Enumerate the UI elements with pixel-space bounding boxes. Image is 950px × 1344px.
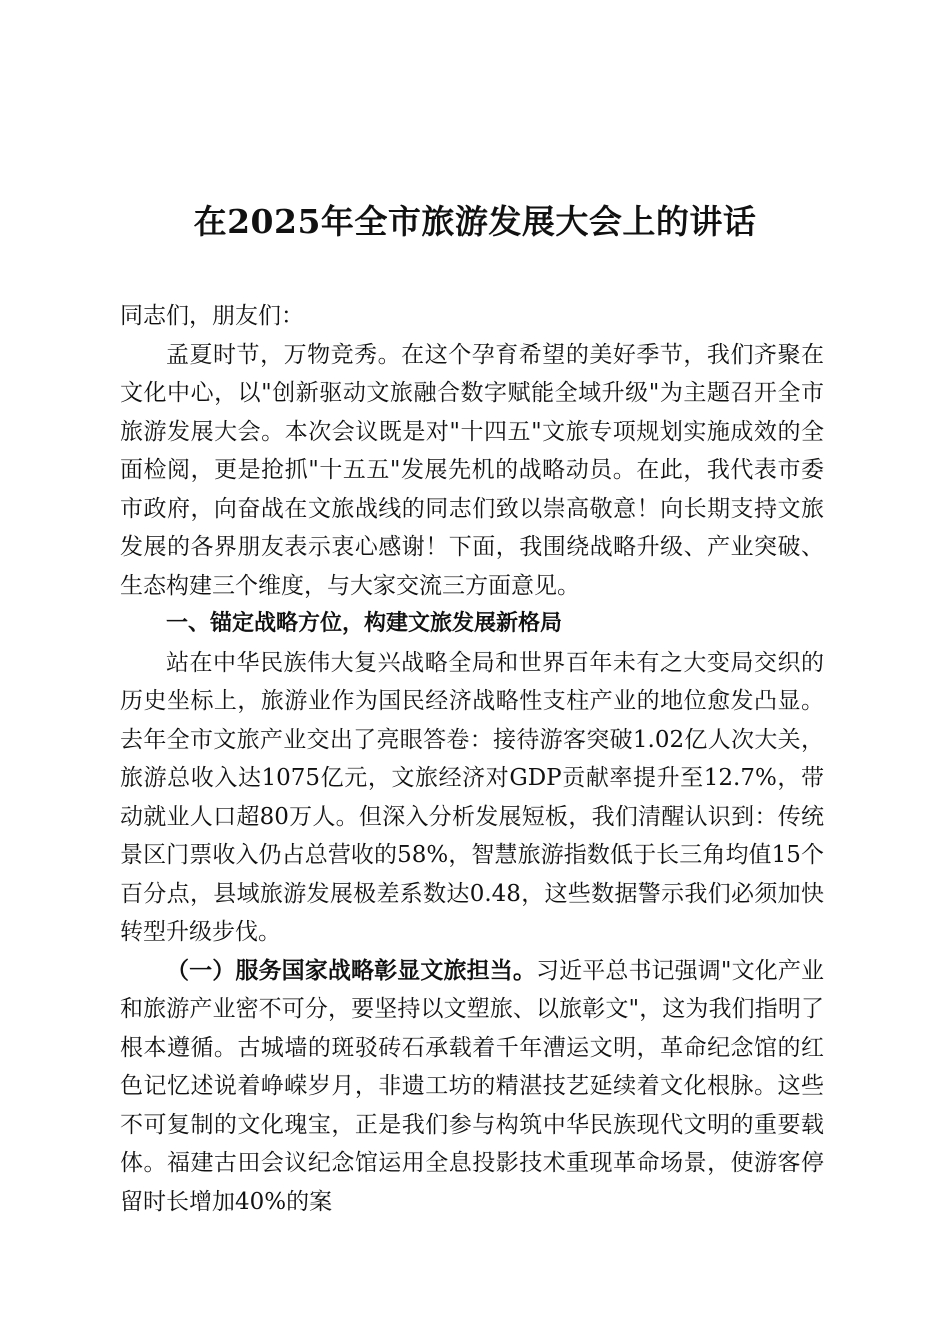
salutation: 同志们，朋友们：	[120, 303, 304, 329]
subsection-heading-1: （一）服务国家战略彰显文旅担当。	[166, 956, 536, 984]
section-1-paragraph: 站在中华民族伟大复兴战略全局和世界百年未有之大变局交织的历史坐标上，旅游业作为国民经济战略性支柱产业的地位愈发凸显。去年全市文旅产业交出了亮眼答卷：接待游客突破1.02亿人次大关，旅游总收入达1075亿元，文旅经济对GDP贡献率提升至12.7%，带动就业人口超80万人。但深入分析发展短板，我们清醒认识到：传统景区门票收入仍占总营收的58%，智慧旅游指数低于长三角均值15个百分点，县域旅游发展极差系数达0.48，这些数据警示我们必须加快转型升级步伐。	[120, 649, 824, 945]
document-body	[120, 297, 824, 1221]
document-title: 在2025年全市旅游发展大会上的讲话	[193, 202, 757, 241]
subsection-1-paragraph	[120, 952, 824, 1222]
subsection-1-text: 习近平总书记强调"文化产业和旅游产业密不可分，要坚持以文塑旅、以旅彰文"，这为我们指明了根本遵循。古城墙的斑驳砖石承载着千年漕运文明，革命纪念馆的红色记忆述说着峥嵘岁月，非遗工坊的精湛技艺延续着文化根脉。这些不可复制的文化瑰宝，正是我们参与构筑中华民族现代文明的重要载体。福建古田会议纪念馆运用全息投影技术重现革命场景，使游客停留时长增加40%的案	[120, 957, 824, 1215]
section-heading-1: 一、锚定战略方位，构建文旅发展新格局	[166, 611, 563, 636]
intro-paragraph: 孟夏时节，万物竞秀。在这个孕育希望的美好季节，我们齐聚在文化中心，以"创新驱动文旅融合数字赋能全域升级"为主题召开全市旅游发展大会。本次会议既是对"十四五"文旅专项规划实施成效的全面检阅，更是抢抓"十五五"发展先机的战略动员。在此，我代表市委市政府，向奋战在文旅战线的同志们致以崇高敬意！向长期支持文旅发展的各界朋友表示衷心感谢！下面，我围绕战略升级、产业突破、生态构建三个维度，与大家交流三方面意见。	[120, 341, 824, 599]
